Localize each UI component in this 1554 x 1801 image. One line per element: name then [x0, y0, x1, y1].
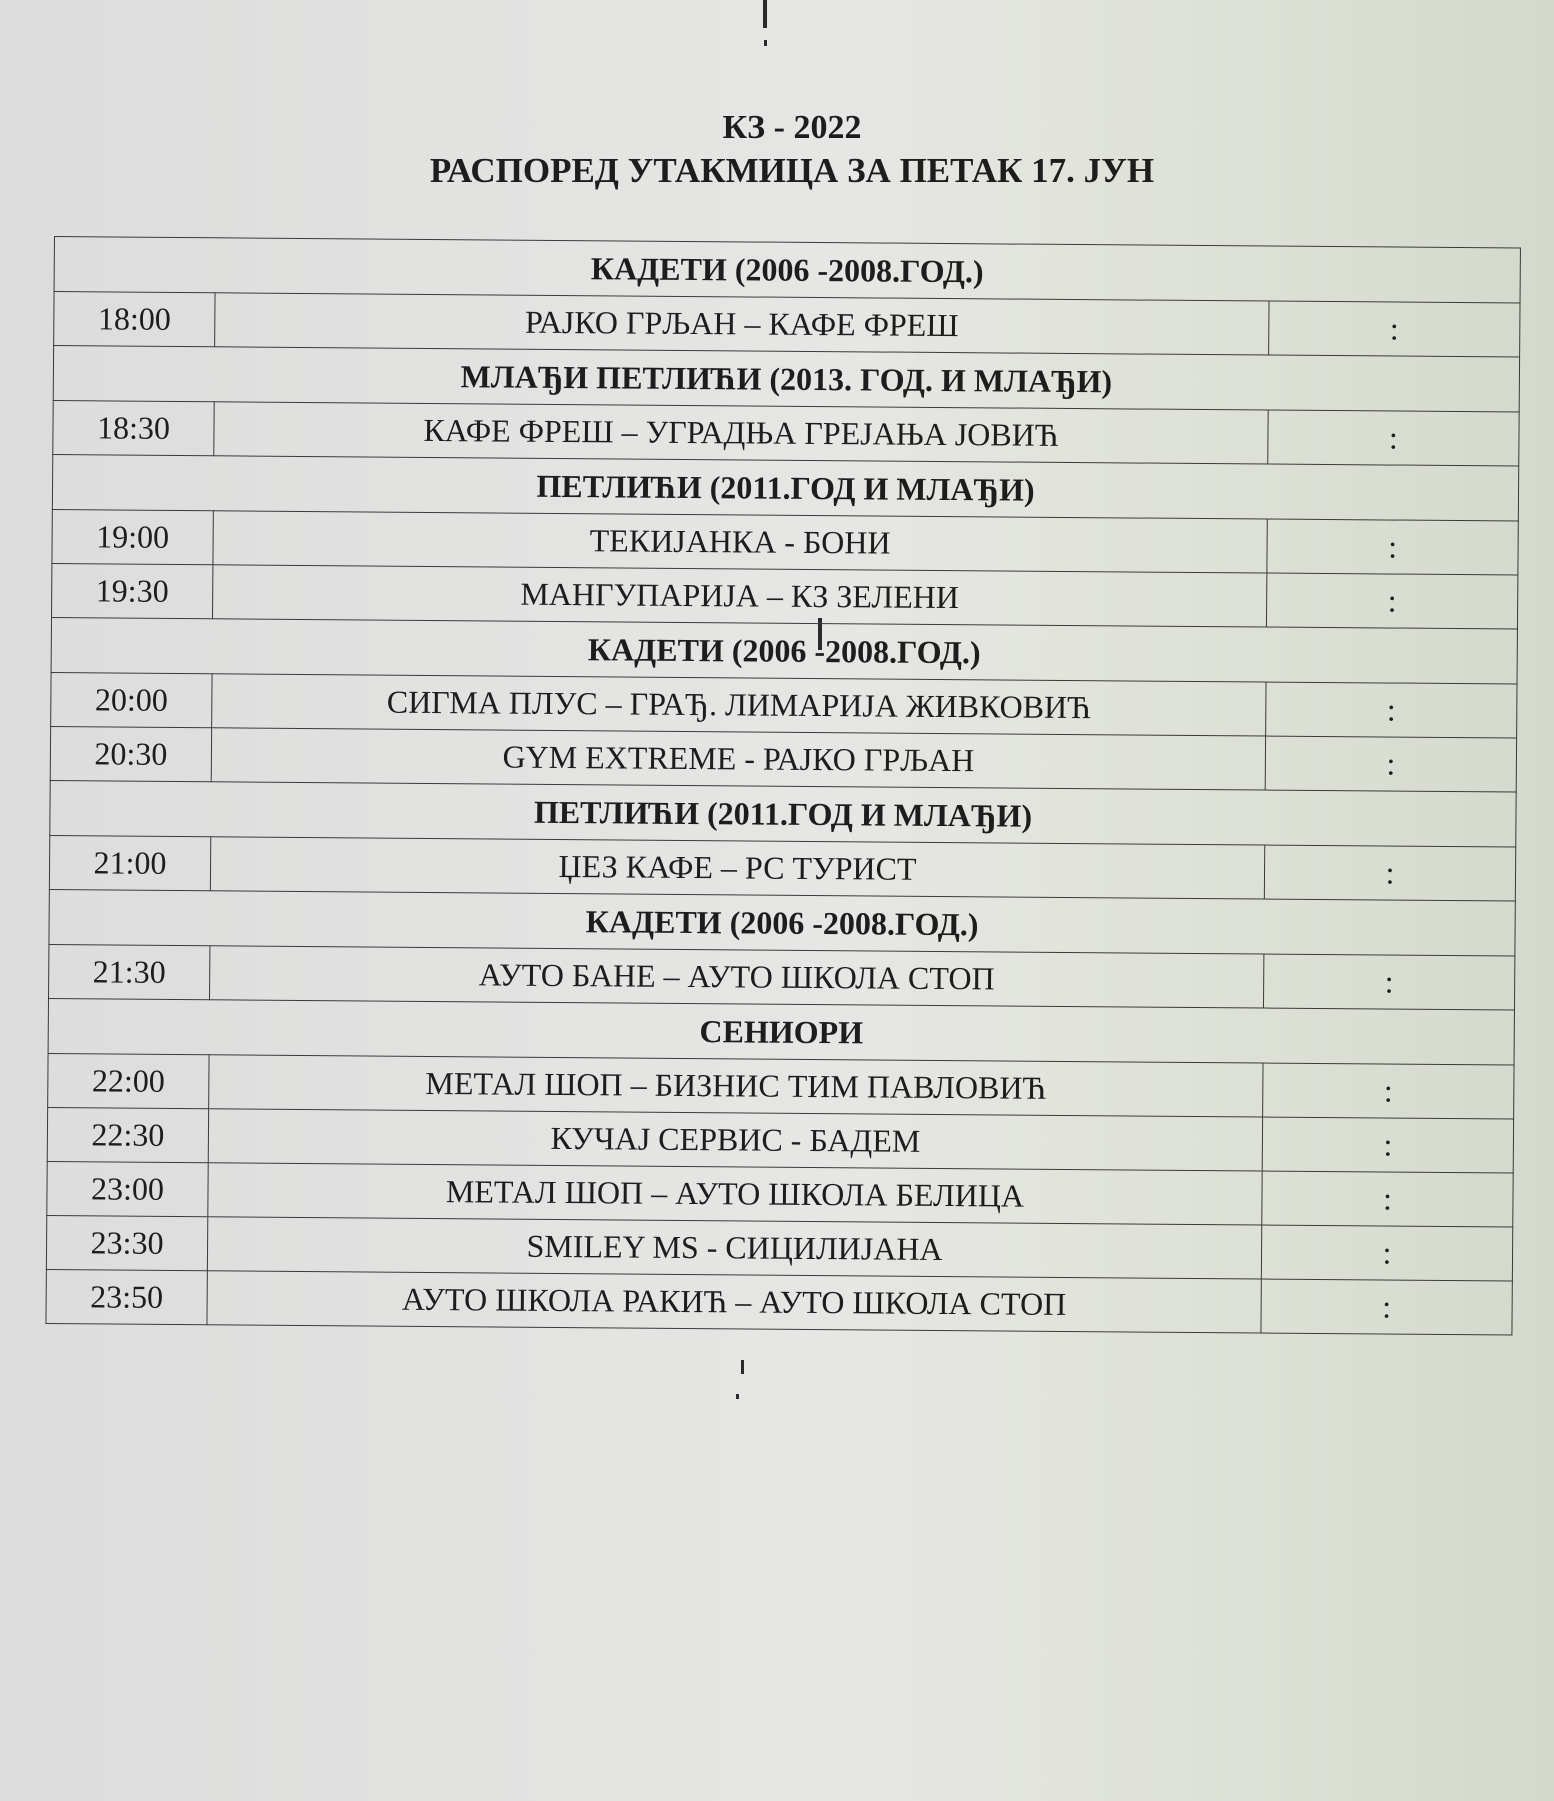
match-row	[46, 1269, 1512, 1335]
match-score: :	[1262, 1117, 1513, 1173]
match-score: :	[1261, 1279, 1512, 1335]
match-time: 23:50	[46, 1269, 207, 1324]
match-time: 18:30	[53, 400, 214, 455]
match-teams: МЕТАЛ ШОП – БИЗНИС ТИМ ПАВЛОВИЋ	[209, 1055, 1263, 1117]
category-label: ПЕТЛИЋИ (2011.ГОД И МЛАЂИ)	[52, 454, 1518, 521]
punch-mark-top-dot	[764, 40, 767, 46]
document-title: КЗ - 2022	[722, 109, 862, 146]
match-teams: КАФЕ ФРЕШ – УГРАДЊА ГРЕЈАЊА ЈОВИЋ	[214, 402, 1268, 464]
match-teams: АУТО ШКОЛА РАКИЋ – АУТО ШКОЛА СТОП	[207, 1271, 1261, 1333]
match-score: :	[1266, 573, 1517, 629]
match-time: 20:00	[51, 672, 212, 727]
match-teams: SMILEY MS - СИЦИЛИЈАНА	[207, 1217, 1261, 1279]
punch-mark-bottom-dot	[736, 1394, 739, 1399]
punch-mark-bottom	[741, 1360, 744, 1374]
match-time: 21:30	[49, 944, 210, 999]
match-teams: МЕТАЛ ШОП – АУТО ШКОЛА БЕЛИЦА	[208, 1163, 1262, 1225]
match-time: 21:00	[49, 835, 210, 890]
match-teams: МАНГУПАРИЈА – КЗ ЗЕЛЕНИ	[212, 565, 1266, 627]
document-header	[0, 108, 1554, 194]
match-score: :	[1263, 1063, 1514, 1119]
match-teams: РАЈКО ГРЉАН – КАФЕ ФРЕШ	[215, 293, 1269, 355]
match-time: 18:00	[54, 292, 215, 347]
match-score: :	[1263, 954, 1514, 1010]
category-label: КАДЕТИ (2006 -2008.ГОД.)	[51, 617, 1517, 684]
match-score: :	[1262, 1171, 1513, 1227]
match-time: 19:00	[52, 509, 213, 564]
match-schedule-table	[45, 236, 1520, 1335]
match-score: :	[1264, 845, 1515, 901]
match-time: 22:00	[48, 1053, 209, 1108]
match-teams: GYM EXTREME - РАЈКО ГРЉАН	[211, 728, 1265, 790]
match-teams: КУЧАЈ СЕРВИС - БАДЕМ	[208, 1109, 1262, 1171]
category-label: КАДЕТИ (2006 -2008.ГОД.)	[54, 237, 1520, 304]
category-label: ПЕТЛИЋИ (2011.ГОД И МЛАЂИ)	[50, 780, 1516, 847]
category-label: КАДЕТИ (2006 -2008.ГОД.)	[49, 889, 1515, 956]
match-teams: АУТО БАНЕ – АУТО ШКОЛА СТОП	[210, 946, 1264, 1008]
punch-mark-top	[763, 0, 767, 28]
match-score: :	[1269, 301, 1520, 357]
match-time: 19:30	[52, 563, 213, 618]
match-time: 20:30	[50, 726, 211, 781]
category-label: СЕНИОРИ	[48, 998, 1514, 1065]
match-teams: ЏЕЗ КАФЕ – РС ТУРИСТ	[210, 837, 1264, 899]
match-score: :	[1267, 519, 1518, 575]
match-time: 23:00	[47, 1161, 208, 1216]
match-time: 22:30	[47, 1107, 208, 1162]
match-score: :	[1268, 410, 1519, 466]
match-score: :	[1261, 1225, 1512, 1281]
category-label: МЛАЂИ ПЕТЛИЋИ (2013. ГОД. И МЛАЂИ)	[53, 346, 1519, 413]
match-teams: ТЕКИЈАНКА - БОНИ	[213, 511, 1267, 573]
match-score: :	[1265, 736, 1516, 792]
match-teams: СИГМА ПЛУС – ГРАЂ. ЛИМАРИЈА ЖИВКОВИЋ	[212, 674, 1266, 736]
match-time: 23:30	[46, 1215, 207, 1270]
document-subtitle: РАСПОРЕД УТАКМИЦА ЗА ПЕТАК 17. ЈУН	[429, 151, 1155, 190]
match-score: :	[1266, 682, 1517, 738]
